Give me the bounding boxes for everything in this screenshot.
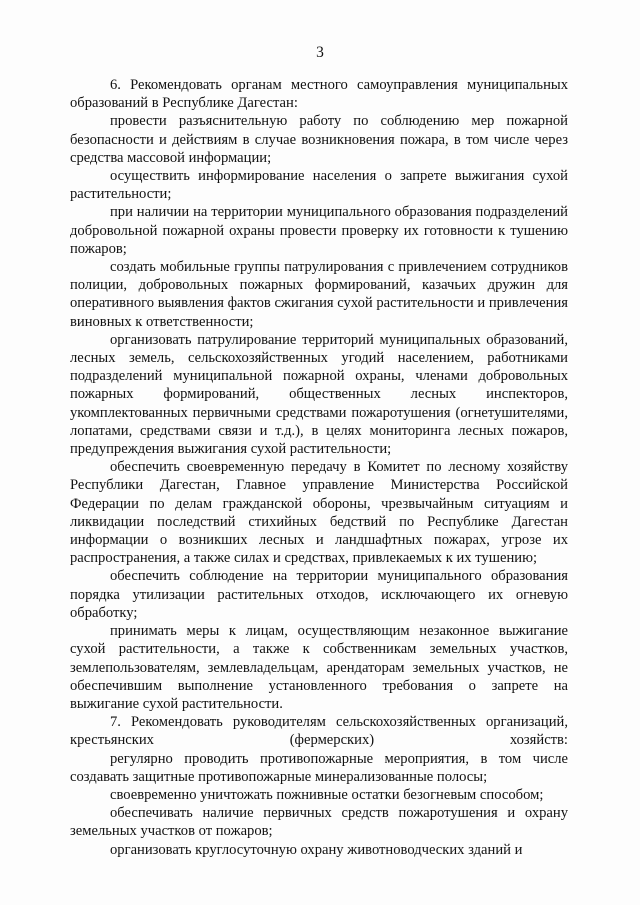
- paragraph-mobile-patrols: создать мобильные группы патрулирования с привлечением сотрудников полиции, добровольных пожарных формирований, казачьих дружин для оперативного выявления фактов сжигания сухой растительности и привлечения виновных к ответственности;: [70, 259, 568, 330]
- paragraph-7-intro: 7. Рекомендовать руководителям сельскохозяйственных организаций, крестьянских (фермерских) хозяйств:: [70, 714, 568, 749]
- paragraph-round-clock-guard: организовать круглосуточную охрану животноводческих зданий и: [110, 841, 523, 858]
- paragraph-inform-population: осуществить информирование населения о запрете выжигания сухой растительности;: [70, 168, 568, 203]
- document-body: [70, 76, 568, 859]
- paragraph-fire-equipment: обеспечивать наличие первичных средств пожаротушения и охрану земельных участков от пожаров;: [70, 805, 568, 840]
- paragraph-waste-disposal: обеспечить соблюдение на территории муниципального образования порядка утилизации растительных отходов, исключающего их огневую обработку;: [70, 568, 568, 621]
- paragraph-fire-measures: регулярно проводить противопожарные мероприятия, в том числе создавать защитные противопожарные минерализованные полосы;: [70, 750, 568, 785]
- paragraph-timely-reporting: обеспечить своевременную передачу в Комитет по лесному хозяйству Республики Дагестан, Главное управление Министерства Российской Федерации по делам гражданской обороны, чрезвычайным ситуациям и ликвидации последствий стихийных бедствий по Республике Дагестан информации о возникших лесных и ландшафтных пожарах, угрозе их распространения, а также силах и средствах, привлекаемых к их тушению;: [70, 459, 568, 567]
- paragraph-explanatory-work: провести разъяснительную работу по соблюдению мер пожарной безопасности и действиям в случае возникновения пожара, в том числе через средства массовой информации;: [70, 113, 568, 166]
- paragraph-volunteer-check: при наличии на территории муниципального образования подразделений добровольной пожарной охраны провести проверку их готовности к тушению пожаров;: [70, 204, 568, 257]
- paragraph-organize-patrolling: организовать патрулирование территорий муниципальных образований, лесных земель, сельскохозяйственных угодий населением, работниками подразделений муниципальной пожарной охраны, членами добровольных пожарных формирований, общественных лесных инспекторов, укомплектованных первичными средствами пожаротушения (огнетушителями, лопатами, средствами связи и т.д.), в целях мониторинга лесных пожаров, предупреждения выжигания сухой растительности;: [70, 331, 568, 458]
- paragraph-stubble-removal: своевременно уничтожать пожнивные остатки безогневым способом;: [110, 786, 544, 803]
- paragraph-measures-violators: принимать меры к лицам, осуществляющим незаконное выжигание сухой растительности, а также к собственникам земельных участков, землепользователям, землевладельцам, арендаторам земельных участков, не обеспечившим выполнение установленного требования о запрете на выжигание сухой растительности.: [70, 623, 568, 712]
- paragraph-6-intro: 6. Рекомендовать органам местного самоуправления муниципальных образований в Республике Дагестан:: [70, 77, 568, 112]
- page-number: 3: [316, 44, 324, 61]
